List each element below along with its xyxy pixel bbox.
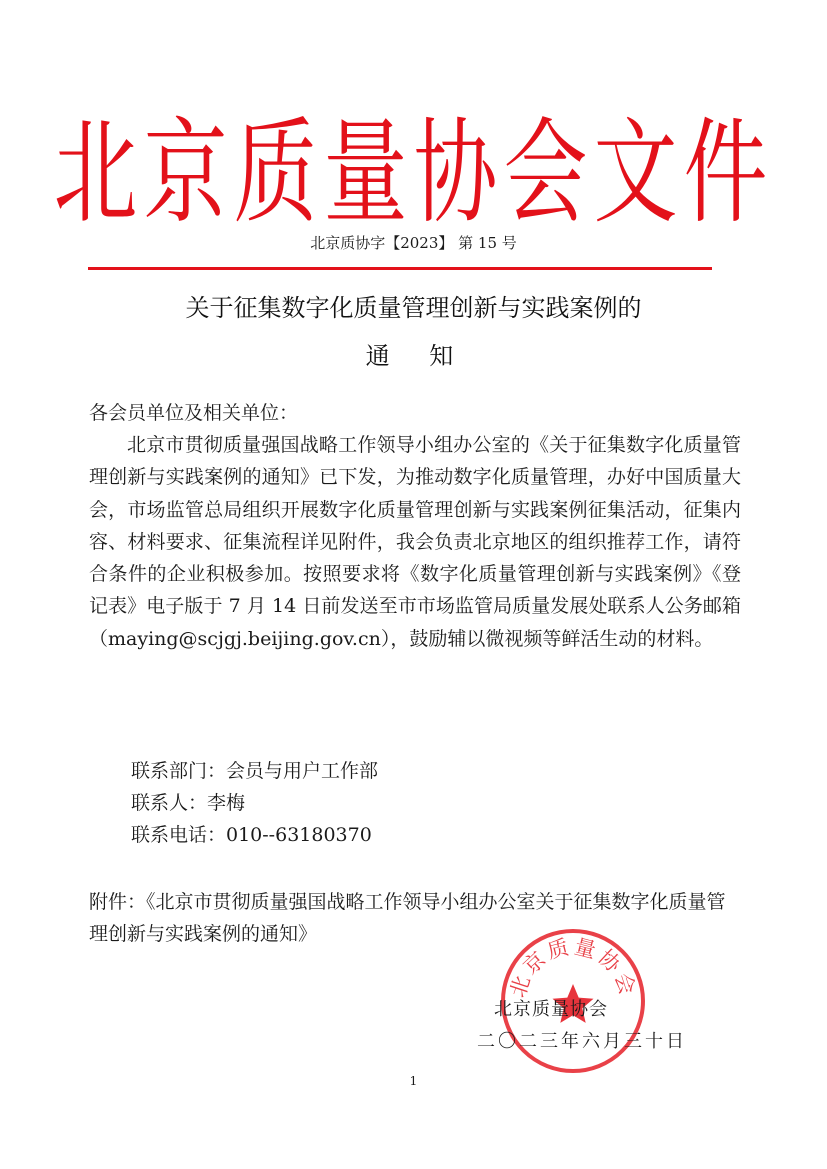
- document-header-title: 北京质量协会文件: [53, 106, 774, 240]
- document-number: 北京质协字【2023】 第 15 号: [310, 234, 517, 252]
- contact-department: 联系部门：会员与用户工作部: [131, 760, 379, 782]
- signing-organization: 北京质量协会: [494, 999, 608, 1020]
- notice-title-line1: 关于征集数字化质量管理创新与实践案例的: [185, 294, 642, 322]
- salutation: 各会员单位及相关单位：: [89, 402, 299, 424]
- header-divider: [88, 267, 712, 270]
- signing-date: 二〇二三年六月三十日: [477, 1031, 687, 1052]
- contact-person: 联系人：李梅: [131, 792, 246, 814]
- body-paragraph: 北京市贯彻质量强国战略工作领导小组办公室的《关于征集数字化质量管理创新与实践案例的通知》已下发，为推动数字化质量管理，办好中国质量大会，市场监管总局组织开展数字化质量管理创新与实践案例征集活动，征集内容、材料要求、征集流程详见附件，我会负责北京地区的组织推荐工作，请符合条件的企业积极参加。按照要求将《数字化质量管理创新与实践案例》《登记表》电子版于 7 月 14 日前发送至市市场监管局质量发展处联系人公务邮箱（maying@scjgj.beijing.gov.cn），鼓励辅以微视频等鲜活生动的材料。: [89, 434, 741, 650]
- page-number: 1: [409, 1074, 418, 1088]
- attachment-note: 附件：《北京市贯彻质量强国战略工作领导小组办公室关于征集数字化质量管理创新与实践案例的通知》: [89, 891, 726, 946]
- seal-text: 北京质量协会: [505, 934, 641, 1001]
- notice-title-line2: 通 知: [365, 342, 470, 370]
- contact-phone: 联系电话：010--63180370: [131, 824, 372, 846]
